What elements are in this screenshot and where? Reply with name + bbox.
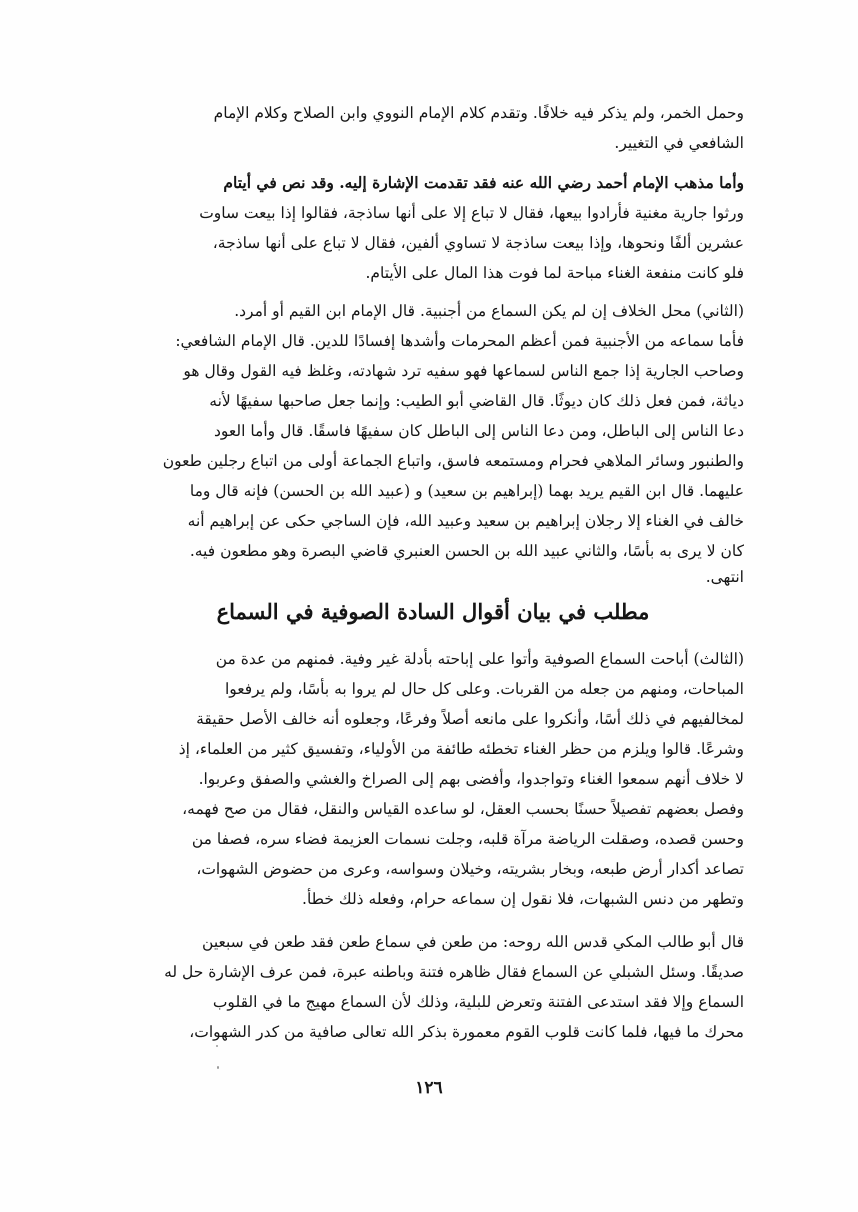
text-line: وأما مذهب الإمام أحمد رضي الله عنه فقد تقدمت الإشارة إليه. وقد نص في أيتام [223,173,744,192]
scan-artifact [216,1045,218,1047]
text-line: (الثاني) محل الخلاف إن لم يكن السماع من أجنبية. قال الإمام ابن القيم أو أمرد. [234,302,744,320]
text-line: فأما سماعه من الأجنبية فمن أعظم المحرمات وأشدها إفسادًا للدين. قال الإمام الشافعي: [175,332,744,350]
text-line: السماع وإلا فقد استدعى الفتنة وتعرض للبلية، وذلك لأن السماع مهيج ما في القلوب [212,993,744,1011]
text-line: (الثالث) أباحت السماع الصوفية وأتوا على إباحته بأدلة غير وفية. فمنهم من عدة من [215,650,744,668]
text-line: المباحات، ومنهم من جعله من القربات. وعلى كل حال لم يروا به بأسًا، ولم يرفعوا [224,680,744,698]
text-line: عليهما. قال ابن القيم يريد بهما (إبراهيم بن سعيد) و (عبيد الله بن الحسن) فإنه قال وما [189,482,744,500]
text-line: وحسن قصده، وصقلت الرياضة مرآة قلبه، وجلت نسمات العزيمة فضاء سره، فصفا من [191,830,744,848]
text-line: وشرعًا. قالوا ويلزم من حظر الغناء تخطئه طائفة من الأولياء، وتفسيق كثير من العلماء، إذ [178,740,744,758]
text-line: قال أبو طالب المكي قدس الله روحه: من طعن في سماع طعن فقد طعن في سبعين [202,933,744,951]
text-line: صديقًا. وسئل الشبلي عن السماع فقال ظاهره فتنة وباطنه عبرة، فمن عرف الإشارة حل له [164,963,744,981]
text-line: وتطهر من دنس الشبهات، فلا نقول إن سماعه حرام، وفعله ذلك خطأ. [302,890,744,908]
text-line: فلو كانت منفعة الغناء مباحة لما فوت هذا المال على الأيتام. [365,264,744,282]
text-line: دعا الناس إلى الباطل، ومن دعا الناس إلى الباطل كان سفيهًا فاسقًا. قال وأما العود [213,422,744,440]
text-line: دياثة، فمن فعل ذلك كان ديوثًا. قال القاضي أبو الطيب: وإنما جعل صاحبها سفيهًا لأنه [209,392,744,410]
text-line: انتهى. [705,568,744,586]
page-number: ١٢٦ [415,1078,443,1098]
scan-artifact [217,1066,219,1069]
text-line: ورثوا جارية مغنية فأرادوا بيعها، فقال لا تباع إلا على أنها ساذجة، فقالوا إذا بيعت ساوت [199,204,744,222]
text-line: لمخالفيهم في ذلك أسًا، وأنكروا على مانعه أصلاً وفرعًا، وجعلوه أنه خالف الأصل حقيقة [196,710,744,728]
text-line: كان لا يرى به بأسًا، والثاني عبيد الله بن الحسن العنبري قاضي البصرة وهو مطعون فيه. [189,542,744,560]
text-line: عشرين ألفًا ونحوها، وإذا بيعت ساذجة لا تساوي ألفين، فقال لا تباع على أنها ساذجة، [212,234,744,252]
text-line: لا خلاف أنهم سمعوا الغناء وتواجدوا، وأفضى بهم إلى الصراخ والغشي والصفق وعربوا. [198,770,744,788]
text-line: والطنبور وسائر الملاهي فحرام ومستمعه فاسق، واتباع الجماعة أولى من اتباع رجلين طعون [162,452,744,470]
text-line: تصاعد أكدار أرض طبعه، وبخار بشريته، وخيلان وسواسه، وعرى من حضوض الشهوات، [196,860,744,878]
paragraph-1 [122,98,744,158]
text-line: خالف في الغناء إلا رجلان إبراهيم بن سعيد وعبيد الله، فإن الساجي حكى عن إبراهيم أنه [187,512,744,530]
paragraph-5 [122,927,744,1047]
text-line: وفصل بعضهم تفصيلاً حسنًا بحسب العقل، لو ساعده القياس والنقل، فقال من صح فهمه، [182,800,744,818]
text-line: وصاحب الجارية إذا جمع الناس لسماعها فهو سفيه ترد شهادته، وغلظ فيه القول وقال هو [183,362,744,380]
text-line: وحمل الخمر، ولم يذكر فيه خلافًا. وتقدم كلام الإمام النووي وابن الصلاح وكلام الإمام [213,104,744,122]
paragraph-4 [122,644,744,914]
paragraph-2 [122,168,744,288]
paragraph-3 [122,296,744,588]
text-line: الشافعي في التغيير. [614,134,744,152]
section-heading: مطلب في بيان أقوال السادة الصوفية في السماع [216,599,650,624]
text-line: محرك ما فيها، فلما كانت قلوب القوم معمورة بذكر الله تعالى صافية من كدر الشهوات، [189,1023,744,1041]
